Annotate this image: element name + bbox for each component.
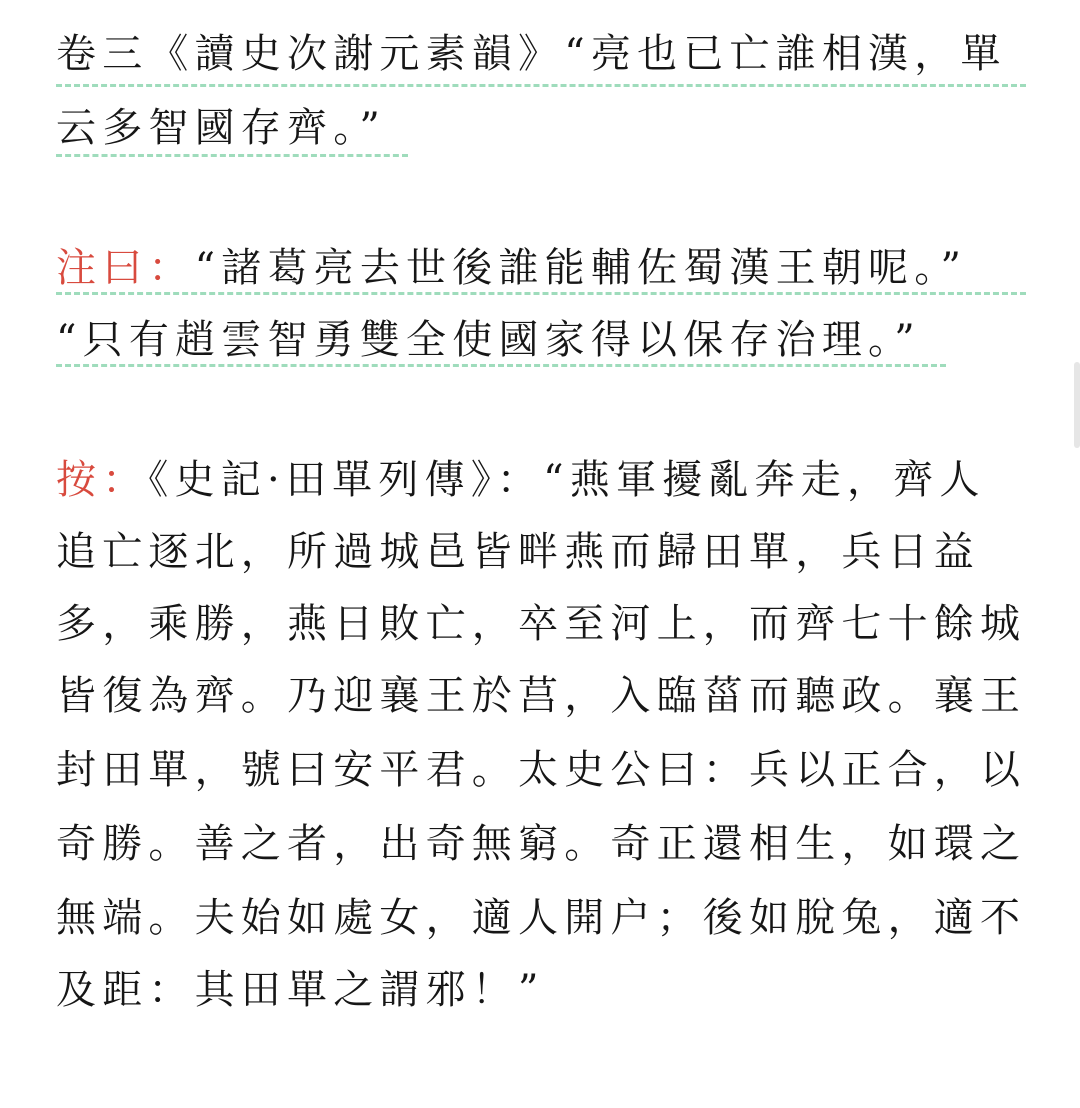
comment-line: 封田單，號曰安平君。太史公曰：兵以正合，以 bbox=[56, 747, 1027, 793]
note-line-1 bbox=[56, 244, 967, 292]
scrollbar-thumb[interactable] bbox=[1074, 362, 1080, 448]
quote-line-1: 卷三《讀史次謝元素韻》“亮也已亡誰相漢，單 bbox=[56, 31, 1007, 77]
comment-text: 《史記·田單列傳》：“燕軍擾亂奔走，齊人 bbox=[148, 457, 986, 503]
dashed-underline bbox=[56, 154, 408, 157]
note-text: “諸葛亮去世後誰能輔佐蜀漢王朝呢。” bbox=[194, 245, 968, 291]
comment-line: 奇勝。善之者，出奇無窮。奇正還相生，如環之 bbox=[56, 821, 1027, 867]
dashed-underline bbox=[56, 292, 1026, 295]
comment-line: 無端。夫始如處女，適人開户；後如脫兔，適不 bbox=[56, 895, 1027, 941]
comment-line: 及距：其田單之謂邪！” bbox=[56, 967, 545, 1013]
comment-line: 多，乘勝，燕日敗亡，卒至河上，而齊七十餘城 bbox=[56, 601, 1027, 647]
dashed-underline bbox=[56, 84, 1026, 87]
dashed-underline bbox=[56, 364, 946, 367]
comment-line: 追亡逐北，所過城邑皆畔燕而歸田單，兵日益 bbox=[56, 529, 980, 575]
comment-label: 按： bbox=[56, 457, 149, 503]
note-line-2: “只有趙雲智勇雙全使國家得以保存治理。” bbox=[56, 317, 921, 363]
comment-line-1 bbox=[56, 456, 986, 504]
quote-line-2: 云多智國存齊。” bbox=[56, 105, 387, 151]
comment-line: 皆復為齊。乃迎襄王於莒，入臨菑而聽政。襄王 bbox=[56, 673, 1027, 719]
note-label: 注曰： bbox=[56, 245, 195, 291]
